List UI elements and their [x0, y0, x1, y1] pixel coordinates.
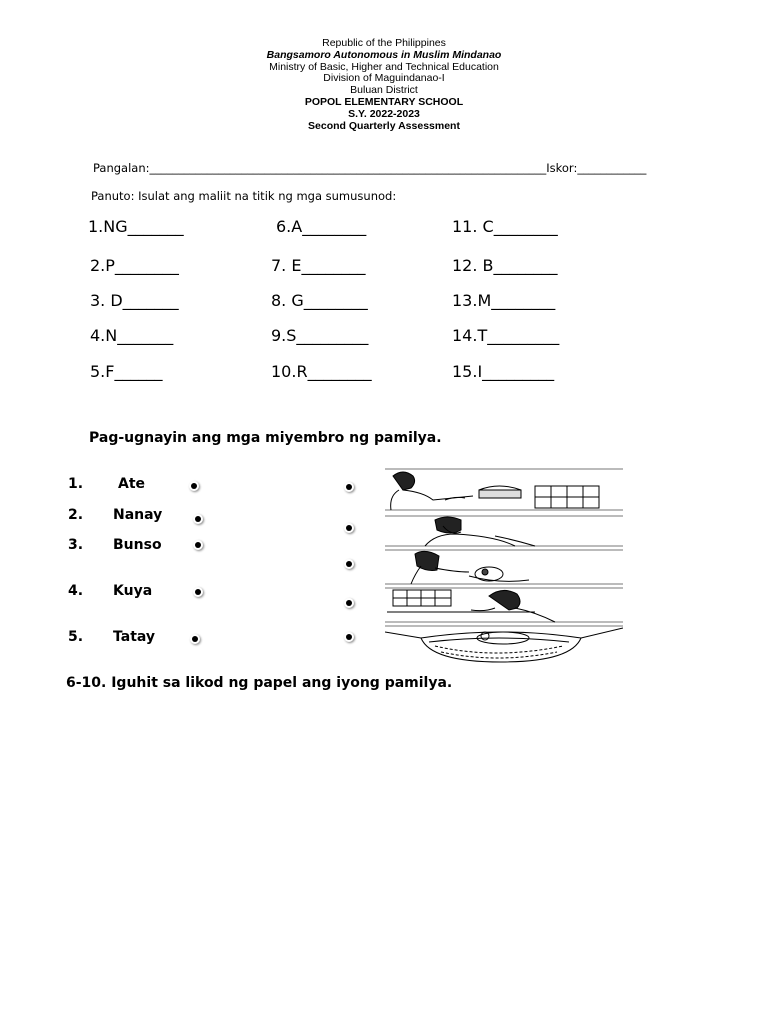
match-number: 1. — [68, 476, 84, 492]
letter-item: 7. E________ — [271, 256, 366, 275]
picture-man — [385, 512, 623, 548]
match-number: 2. — [68, 507, 84, 523]
letter-item: 3. D_______ — [90, 291, 179, 310]
header-division: Division of Maguindanao-I — [323, 72, 445, 85]
match-dot-left[interactable] — [189, 481, 199, 491]
letter-item: 4.N_______ — [90, 326, 174, 345]
header-republic: Republic of the Philippines — [322, 37, 446, 49]
picture-cooking — [385, 466, 623, 512]
match-word: Nanay — [113, 507, 163, 523]
matching-heading: Pag-ugnayin ang mga miyembro ng pamilya. — [89, 430, 442, 446]
letter-item: 6.A________ — [276, 217, 367, 236]
document-header — [0, 38, 768, 132]
match-word: Bunso — [113, 537, 162, 553]
match-dot-right[interactable] — [344, 598, 354, 608]
match-dot-right[interactable] — [344, 632, 354, 642]
picture-girl-kitchen — [385, 586, 623, 624]
letter-item: 15.I_________ — [452, 362, 555, 381]
letter-item: 1.NG_______ — [88, 217, 184, 236]
header-school-year: S.Y. 2022-2023 — [348, 107, 420, 120]
instruction: Panuto: Isulat ang maliit na titik ng mga sumusunod: — [91, 189, 397, 203]
letter-item: 14.T_________ — [452, 326, 560, 345]
match-dot-right[interactable] — [344, 523, 354, 533]
header-assessment: Second Quarterly Assessment — [308, 119, 460, 132]
match-dot-left[interactable] — [193, 514, 203, 524]
match-dot-left[interactable] — [190, 634, 200, 644]
drawing-task: 6-10. Iguhit sa likod ng papel ang iyong pamilya. — [66, 675, 453, 691]
letter-item: 8. G________ — [271, 291, 368, 310]
match-word: Kuya — [113, 583, 153, 599]
picture-baby-basket — [385, 624, 623, 664]
letter-item: 10.R________ — [271, 362, 372, 381]
match-dot-left[interactable] — [193, 587, 203, 597]
picture-mother-baby — [385, 548, 623, 586]
match-dot-left[interactable] — [193, 540, 203, 550]
letter-item: 9.S_________ — [271, 326, 369, 345]
match-word: Ate — [118, 476, 146, 492]
header-region: Bangsamoro Autonomous in Muslim Mindanao — [266, 48, 502, 61]
match-dot-right[interactable] — [344, 559, 354, 569]
header-district: Buluan District — [350, 84, 418, 97]
letter-item: 12. B________ — [452, 256, 558, 275]
name-score-line: Pangalan:_____________________________________________________________________Iskor:____________ — [93, 161, 647, 175]
header-school: POPOL ELEMENTARY SCHOOL — [304, 95, 464, 108]
match-word: Tatay — [113, 629, 156, 645]
match-dot-right[interactable] — [344, 482, 354, 492]
match-number: 5. — [68, 629, 84, 645]
letter-item: 5.F______ — [90, 362, 163, 381]
match-number: 4. — [68, 583, 84, 599]
letter-item: 2.P________ — [90, 256, 179, 275]
header-ministry: Ministry of Basic, Higher and Technical Education — [269, 60, 499, 73]
letter-item: 13.M________ — [452, 291, 556, 310]
match-number: 3. — [68, 537, 84, 553]
letter-item: 11. C________ — [452, 217, 558, 236]
